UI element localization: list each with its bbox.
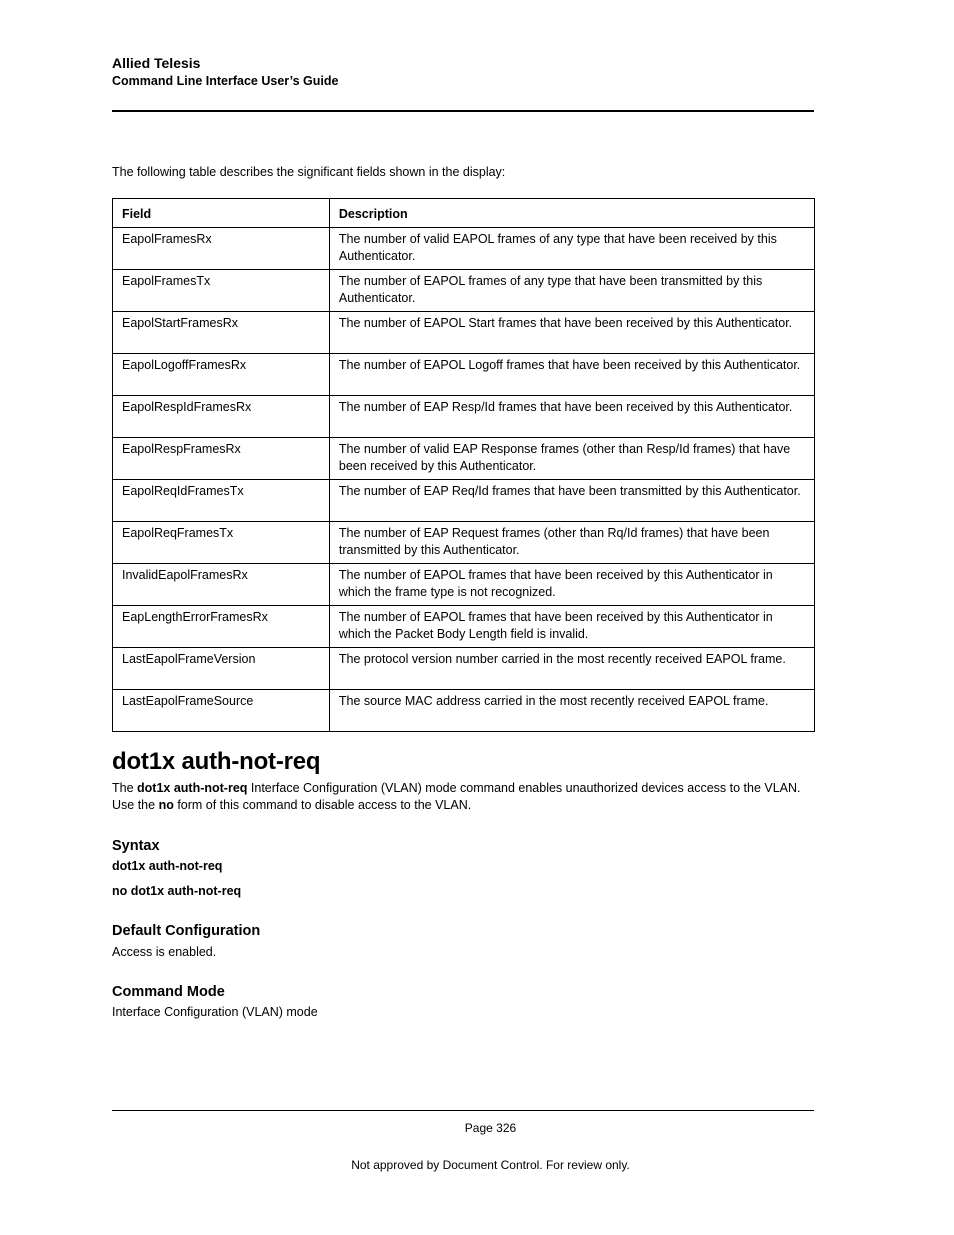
table-row	[113, 228, 815, 270]
header-rule	[112, 110, 814, 112]
command-description	[112, 780, 816, 814]
description-cell: The number of EAP Request frames (other than Rq/Id frames) that have been transmitted by this Authenticator.	[329, 522, 814, 564]
command-mode-text: Interface Configuration (VLAN) mode	[112, 1005, 318, 1019]
description-cell: The number of EAPOL Logoff frames that have been received by this Authenticator.	[329, 354, 814, 396]
field-cell: InvalidEapolFramesRx	[113, 564, 330, 606]
fields-table	[112, 198, 815, 732]
syntax-line: dot1x auth-not-req	[112, 859, 223, 873]
table-row	[113, 312, 815, 354]
syntax-line: no dot1x auth-not-req	[112, 884, 242, 898]
section-title: dot1x auth-not-req	[112, 748, 321, 775]
field-cell: EapolFramesTx	[113, 270, 330, 312]
page-number: Page 326	[464, 1121, 517, 1135]
syntax-heading: Syntax	[112, 838, 160, 854]
description-cell: The source MAC address carried in the most recently received EAPOL frame.	[329, 690, 814, 732]
field-cell: EapolReqIdFramesTx	[113, 480, 330, 522]
header-guide-title: Command Line Interface User’s Guide	[112, 74, 339, 88]
table-row	[113, 270, 815, 312]
description-cell: The protocol version number carried in the most recently received EAPOL frame.	[329, 648, 814, 690]
description-cell: The number of valid EAPOL frames of any type that have been received by this Authenticator.	[329, 228, 814, 270]
description-cell: The number of EAPOL frames of any type that have been transmitted by this Authenticator.	[329, 270, 814, 312]
default-config-heading: Default Configuration	[112, 923, 261, 939]
field-cell: EapLengthErrorFramesRx	[113, 606, 330, 648]
field-cell: LastEapolFrameSource	[113, 690, 330, 732]
header-description: Description	[329, 199, 814, 228]
review-note: Not approved by Document Control. For review only.	[351, 1158, 630, 1172]
table-row	[113, 480, 815, 522]
table-header-row	[113, 199, 815, 228]
description-cell: The number of EAPOL frames that have been received by this Authenticator in which the frame type is not recognized.	[329, 564, 814, 606]
field-cell: EapolRespIdFramesRx	[113, 396, 330, 438]
table-row	[113, 396, 815, 438]
footer-rule	[112, 1110, 814, 1111]
description-cell: The number of EAP Req/Id frames that have been transmitted by this Authenticator.	[329, 480, 814, 522]
field-cell: LastEapolFrameVersion	[113, 648, 330, 690]
description-cell: The number of EAPOL frames that have been received by this Authenticator in which the Packet Body Length field is invalid.	[329, 606, 814, 648]
description-cell: The number of valid EAP Response frames (other than Resp/Id frames) that have been received by this Authenticator.	[329, 438, 814, 480]
table-row	[113, 564, 815, 606]
table-intro: The following table describes the significant fields shown in the display:	[112, 165, 506, 179]
table-row	[113, 606, 815, 648]
table-row	[113, 648, 815, 690]
field-cell: EapolStartFramesRx	[113, 312, 330, 354]
table-row	[113, 690, 815, 732]
desc-text: Interface Configuration (VLAN) mode command enables unauthorized devices access to the VLAN. Use the	[112, 781, 801, 812]
field-cell: EapolFramesRx	[113, 228, 330, 270]
header-field: Field	[113, 199, 330, 228]
table-row	[113, 354, 815, 396]
desc-no-bold: no	[158, 798, 174, 812]
desc-text: form of this command to disable access to the VLAN.	[173, 798, 472, 812]
description-cell: The number of EAPOL Start frames that have been received by this Authenticator.	[329, 312, 814, 354]
desc-command-bold: dot1x auth-not-req	[137, 781, 248, 795]
field-cell: EapolLogoffFramesRx	[113, 354, 330, 396]
description-cell: The number of EAP Resp/Id frames that have been received by this Authenticator.	[329, 396, 814, 438]
field-cell: EapolReqFramesTx	[113, 522, 330, 564]
command-mode-heading: Command Mode	[112, 984, 225, 1000]
table-row	[113, 438, 815, 480]
table-row	[113, 522, 815, 564]
header-company: Allied Telesis	[112, 55, 201, 71]
desc-text: The	[112, 781, 138, 795]
field-cell: EapolRespFramesRx	[113, 438, 330, 480]
default-config-text: Access is enabled.	[112, 945, 217, 959]
